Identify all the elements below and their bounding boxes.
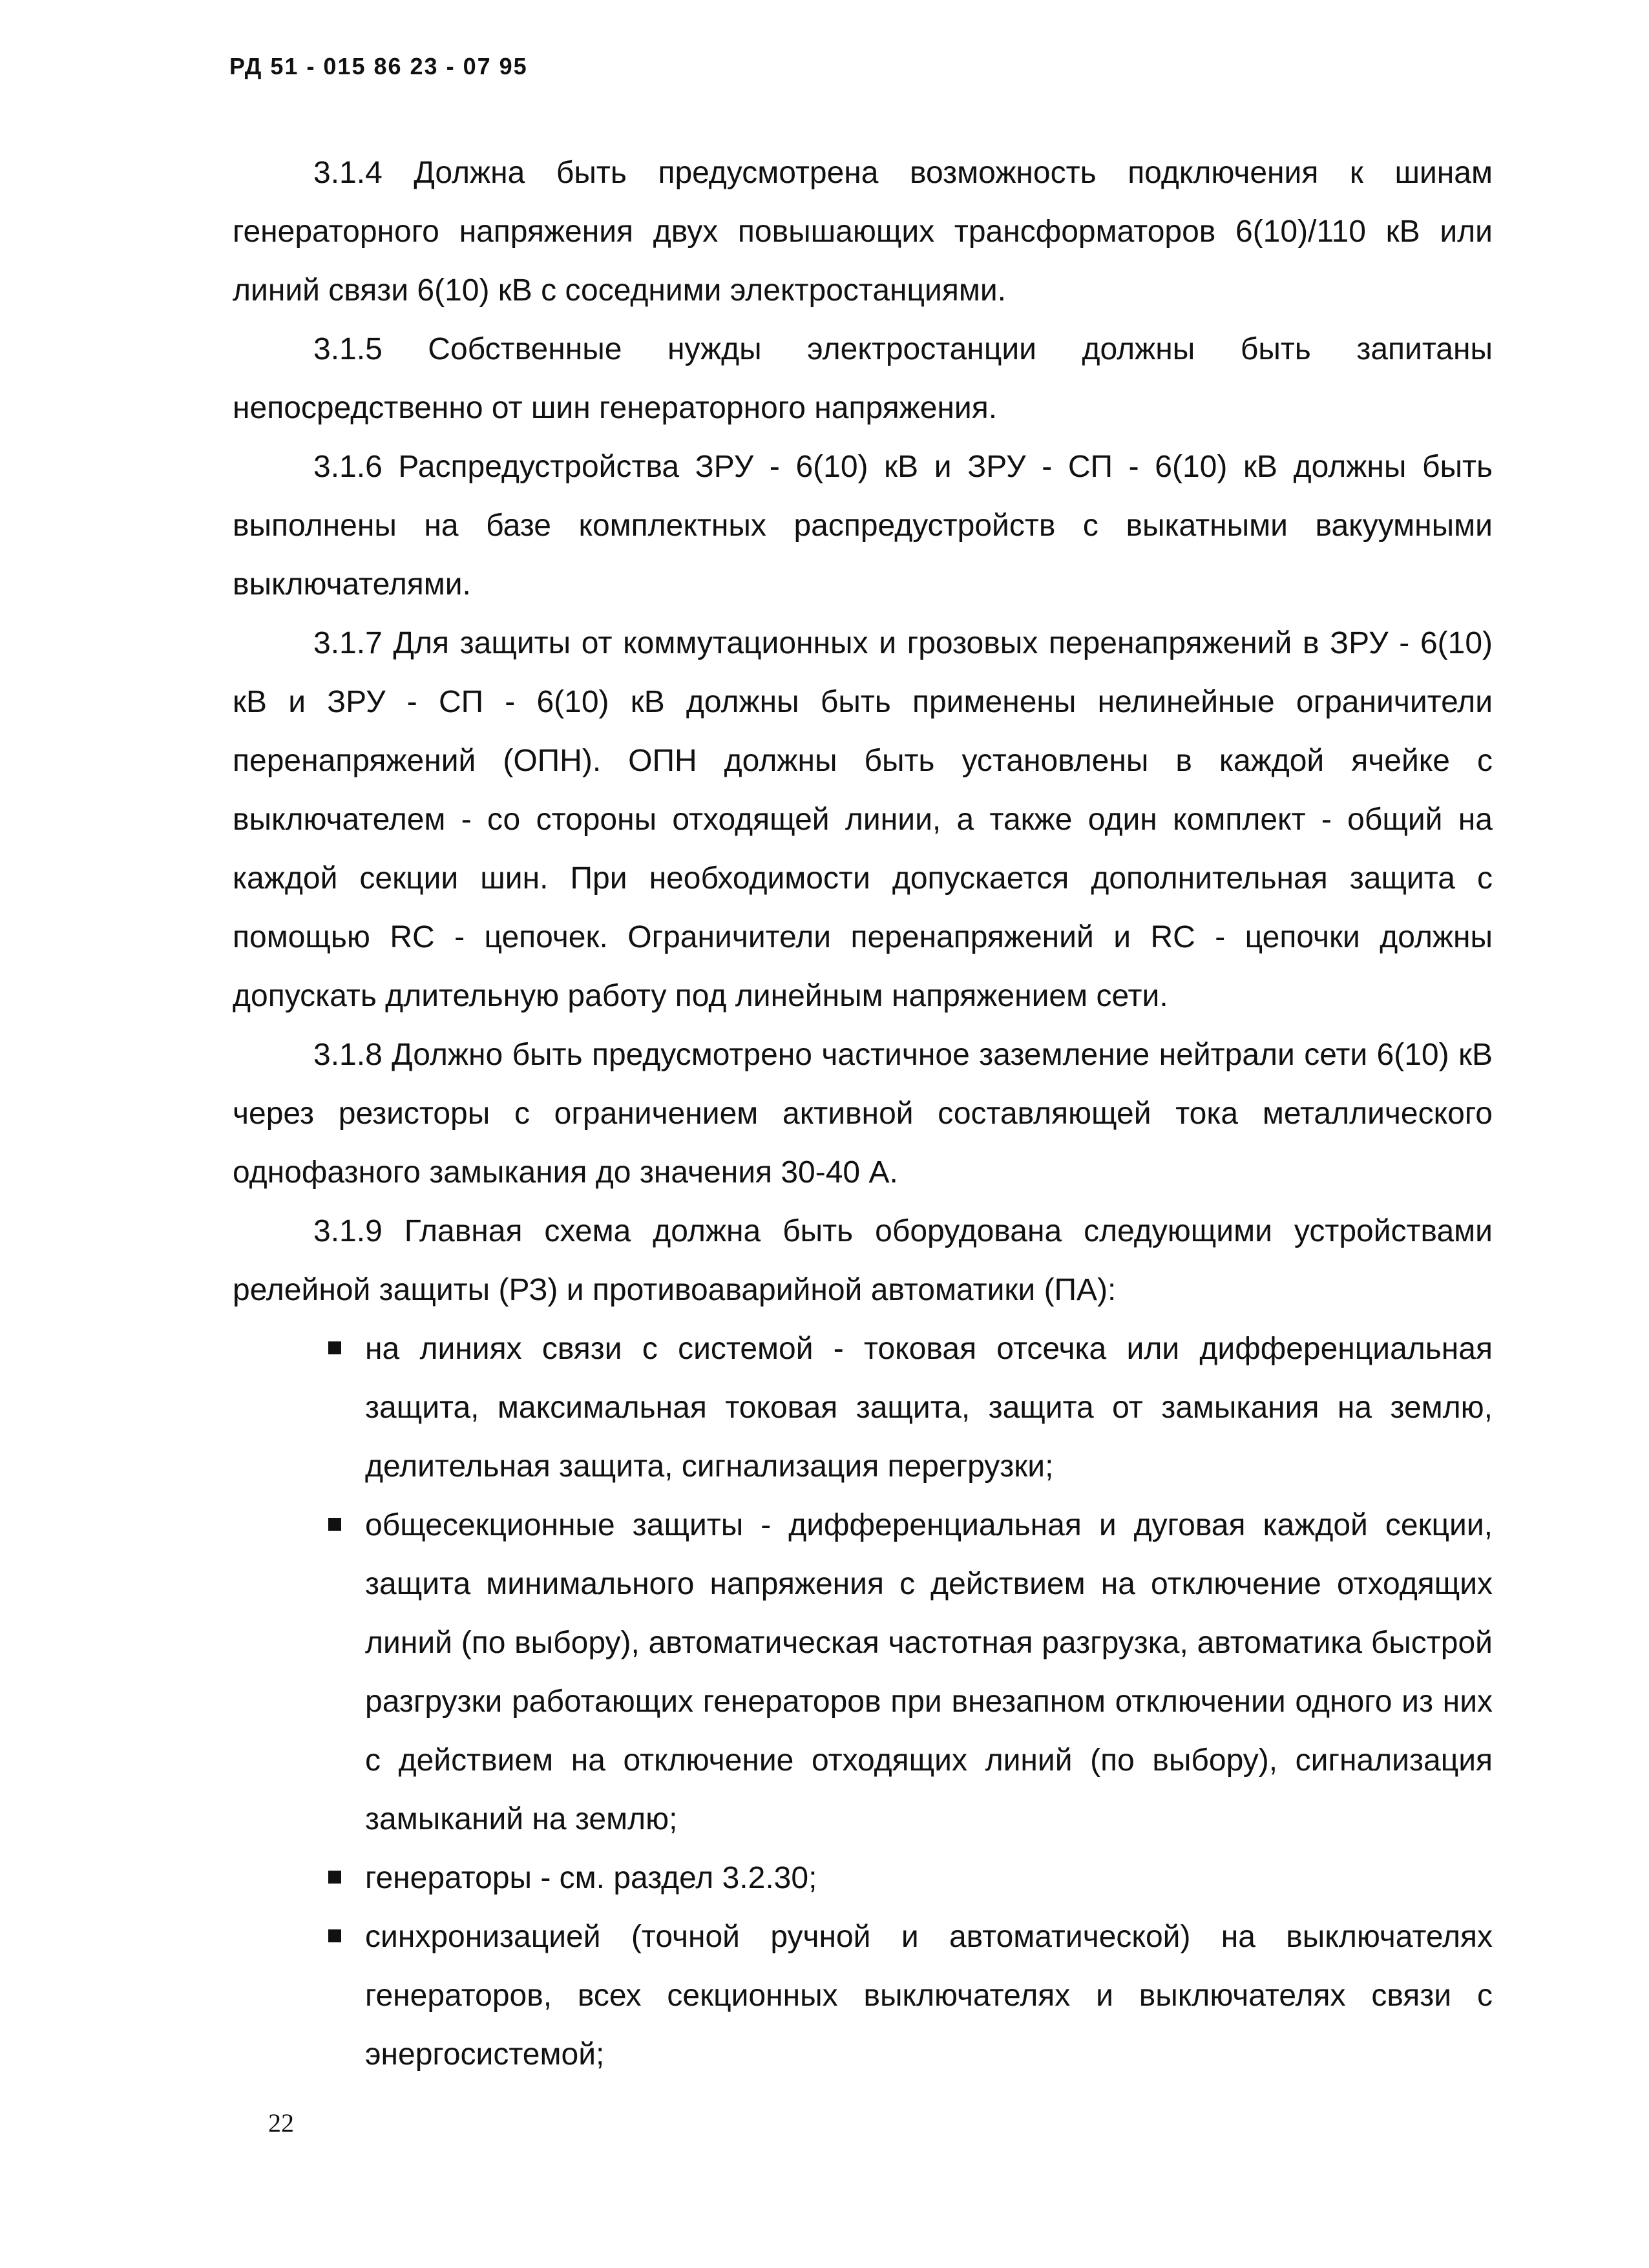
protection-list (233, 1319, 1493, 2084)
paragraph-3-1-9: 3.1.9 Главная схема должна быть оборудована следующими устройствами релейной защиты (РЗ) и противоаварийной автоматики (ПА): (233, 1214, 1493, 1307)
square-bullet-icon (328, 1929, 341, 1942)
list-item-text: общесекционные защиты - дифференциальная и дуговая каждой секции, защита минимального напряжения с действием на отключение отходящих линий (по выбору), автоматическая частотная разгрузка, автоматика быстрой разгрузки работающих генераторов при внезапном отключении одного из них с действием на отключение отходящих линий (по выбору), сигнализация замыканий на землю; (365, 1508, 1493, 1836)
page-number: 22 (268, 2108, 294, 2137)
document-body (233, 143, 1493, 2084)
list-item (233, 1496, 1493, 1849)
list-item (233, 1849, 1493, 1907)
document-code: РД 51 - 015 86 23 - 07 95 (229, 53, 528, 79)
list-item-text: на линиях связи с системой - токовая отсечка или дифференциальная защита, максимальная токовая защита, защита от замыкания на землю, делительная защита, сигнализация перегрузки; (365, 1332, 1493, 1484)
square-bullet-icon (328, 1518, 341, 1531)
paragraph-3-1-8: 3.1.8 Должно быть предусмотрено частичное заземление нейтрали сети 6(10) кВ через резисторы с ограничением активной составляющей тока металлического однофазного замыкания до значения 30-40 А. (233, 1038, 1493, 1190)
paragraph-3-1-7: 3.1.7 Для защиты от коммутационных и грозовых перенапряжений в ЗРУ - 6(10) кВ и ЗРУ - СП - 6(10) кВ должны быть применены нелинейные ограничители перенапряжений (ОПН). ОПН должны быть установлены в каждой ячейке с выключателем - со стороны отходящей линии, а также один комплект - общий на каждой секции шин. При необходимости допускается дополнительная защита с помощью RC - цепочек. Ограничители перенапряжений и RC - цепочки должны допускать длительную работу под линейным напряжением сети. (233, 626, 1493, 1013)
square-bullet-icon (328, 1871, 341, 1884)
paragraph-3-1-5: 3.1.5 Собственные нужды электростанции должны быть запитаны непосредственно от шин генераторного напряжения. (233, 332, 1493, 425)
list-item (233, 1907, 1493, 2084)
square-bullet-icon (328, 1341, 341, 1354)
paragraph-3-1-4: 3.1.4 Должна быть предусмотрена возможность подключения к шинам генераторного напряжения двух повышающих трансформаторов 6(10)/110 кВ или линий связи 6(10) кВ с соседними электростанциями. (233, 156, 1493, 308)
paragraph-3-1-6: 3.1.6 Распредустройства ЗРУ - 6(10) кВ и ЗРУ - СП - 6(10) кВ должны быть выполнены на базе комплектных распредустройств с выкатными вакуумными выключателями. (233, 450, 1493, 602)
list-item (233, 1319, 1493, 1496)
list-item-text: генераторы - см. раздел 3.2.30; (365, 1861, 817, 1895)
list-item-text: синхронизацией (точной ручной и автоматической) на выключателях генераторов, всех секционных выключателях и выключателях связи с энергосистемой; (365, 1920, 1493, 2072)
